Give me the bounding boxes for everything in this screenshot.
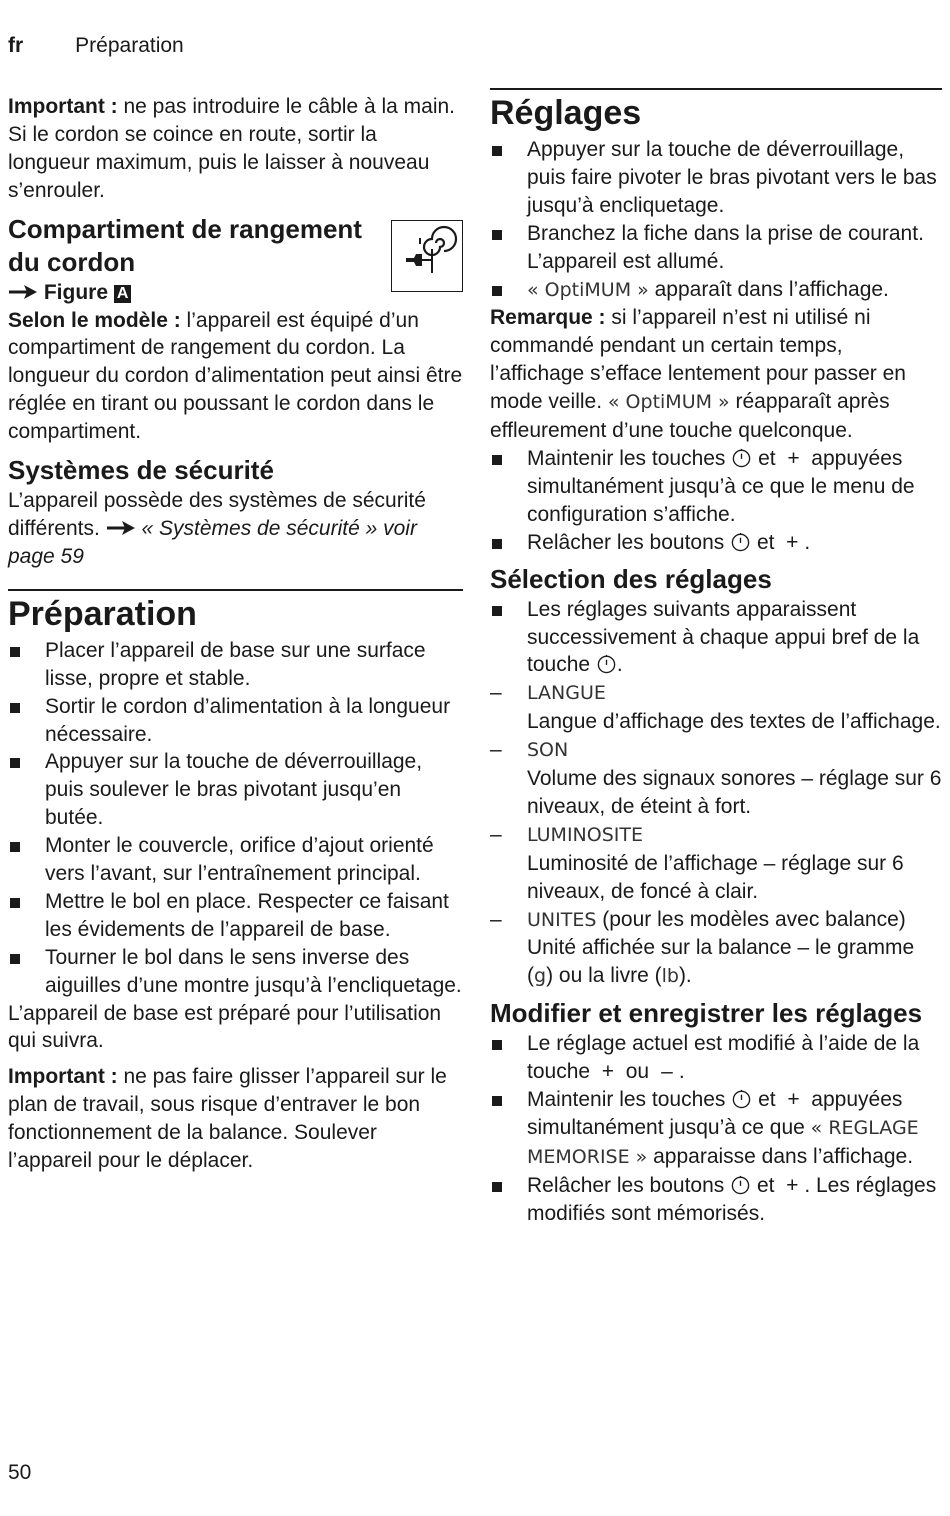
list-item: Maintenir les touches et + appuyées simultanément jusqu’à ce que le menu de configuration s’affiche. bbox=[490, 445, 942, 529]
language-code: fr bbox=[8, 34, 24, 57]
settings-steps bbox=[490, 136, 942, 304]
list-item: Relâcher les boutons et + . bbox=[490, 529, 942, 557]
minus-icon: – bbox=[661, 1060, 673, 1084]
timer-icon bbox=[730, 1174, 751, 1195]
list-item: Placer l’appareil de base sur une surface lisse, propre et stable. bbox=[8, 637, 463, 693]
display-text: « OptiMUM » bbox=[527, 278, 649, 301]
option-language: – LANGUE Langue d’affichage des textes de l’affichage. bbox=[490, 679, 942, 736]
preparation-title: Préparation bbox=[8, 594, 197, 633]
list-item: Monter le couvercle, orifice d’ajout orienté vers l’avant, sur l’entraînement principal. bbox=[8, 832, 463, 888]
section-divider bbox=[8, 589, 463, 591]
left-column bbox=[8, 93, 463, 1175]
display-text: « OptiMUM » bbox=[607, 391, 730, 414]
preparation-summary: L’appareil de base est préparé pour l’utilisation qui suivra. bbox=[8, 1001, 442, 1053]
model-note: Selon le modèle : l’appareil est équipé d’un compartiment de rangement du cordon. La longueur du cordon d’alimentation peut ainsi être réglée en tirant ou poussant le cordon dans le compartiment. bbox=[8, 308, 463, 444]
timer-icon bbox=[596, 653, 617, 674]
arrow-right-icon bbox=[106, 520, 136, 536]
important-note-cable: Important : ne pas introduire le câble à la main. Si le cordon se coince en route, sortir la longueur maximum, puis le laisser à nouveau s’enrouler. bbox=[8, 95, 456, 202]
page-header bbox=[8, 34, 184, 58]
timer-icon bbox=[730, 531, 751, 552]
header-section-title: Préparation bbox=[75, 34, 184, 57]
option-units: – UNITES (pour les modèles avec balance) Unité affichée sur la balance – le gramme (g) ou la livre (lb). bbox=[490, 906, 942, 992]
list-item: Sortir le cordon d’alimentation à la longueur nécessaire. bbox=[8, 693, 463, 749]
modify-save-title: Modifier et enregistrer les réglages bbox=[490, 998, 923, 1029]
figure-letter-badge: A bbox=[114, 285, 132, 303]
figure-reference[interactable]: Figure A bbox=[8, 279, 463, 307]
safety-systems-text: L’appareil possède des systèmes de sécurité différents. « Systèmes de sécurité » voir page 59 bbox=[8, 489, 426, 568]
settings-title: Réglages bbox=[490, 94, 642, 132]
right-column bbox=[490, 93, 942, 1228]
display-text: « REGLAGE MEMORISE » bbox=[527, 1117, 919, 1168]
safety-systems-title: Systèmes de sécurité bbox=[8, 455, 274, 486]
settings-remark: Remarque : si l’appareil n’est ni utilisé ni commandé pendant un certain temps, l’affichage s’efface lentement pour passer en mode veille. « OptiMUM » réapparaît après effleurement d’une touche quelconque. bbox=[490, 306, 906, 443]
list-item: « OptiMUM » apparaît dans l’affichage. bbox=[490, 276, 942, 305]
timer-icon bbox=[731, 447, 752, 468]
plus-icon: + bbox=[786, 530, 799, 554]
settings-selection-title: Sélection des réglages bbox=[490, 563, 772, 594]
plus-icon: + bbox=[601, 1060, 615, 1084]
option-sound: – SON Volume des signaux sonores – réglage sur 6 niveaux, de éteint à fort. bbox=[490, 736, 942, 821]
settings-steps-2 bbox=[490, 445, 942, 557]
settings-options bbox=[490, 679, 942, 991]
plus-icon: + bbox=[787, 1088, 800, 1112]
list-item: Mettre le bol en place. Respecter ce faisant les évidements de l’appareil de base. bbox=[8, 888, 463, 944]
important-note-sliding: Important : ne pas faire glisser l’appareil sur le plan de travail, sous risque d’entraver le bon fonctionnement de la balance. Soulever l’appareil pour le déplacer. bbox=[8, 1065, 447, 1173]
modify-steps bbox=[490, 1030, 942, 1227]
safety-page-link[interactable]: « Systèmes de sécurité » voir page 59 bbox=[8, 516, 417, 568]
cord-storage-icon bbox=[391, 220, 463, 292]
plus-icon: + bbox=[787, 446, 800, 470]
preparation-steps bbox=[8, 637, 463, 1000]
list-item: Maintenir les touches et + appuyées simultanément jusqu’à ce que « REGLAGE MEMORISE » apparaisse dans l’affichage. bbox=[490, 1086, 942, 1172]
timer-icon bbox=[731, 1088, 752, 1109]
option-brightness: – LUMINOSITE Luminosité de l’affichage – réglage sur 6 niveaux, de foncé à clair. bbox=[490, 821, 942, 906]
list-item: Appuyer sur la touche de déverrouillage, puis soulever le bras pivotant jusqu’en butée. bbox=[8, 748, 463, 832]
selection-steps bbox=[490, 596, 942, 680]
list-item: Le réglage actuel est modifié à l’aide de la touche + ou – . bbox=[490, 1030, 942, 1086]
cord-storage-title: Compartiment de rangement du cordon bbox=[8, 213, 362, 277]
list-item: Les réglages suivants apparaissent successivement à chaque appui bref de la touche . bbox=[490, 596, 942, 680]
list-item: Branchez la fiche dans la prise de courant. L’appareil est allumé. bbox=[490, 220, 942, 276]
page-number: 50 bbox=[8, 1461, 32, 1484]
arrow-right-icon bbox=[8, 284, 38, 300]
plus-icon: + bbox=[786, 1173, 799, 1197]
section-divider bbox=[490, 88, 942, 90]
list-item: Tourner le bol dans le sens inverse des aiguilles d’une montre jusqu’à l’encliquetage. bbox=[8, 944, 463, 1000]
list-item: Appuyer sur la touche de déverrouillage, puis faire pivoter le bras pivotant vers le bas jusqu’à encliquetage. bbox=[490, 136, 942, 220]
list-item: Relâcher les boutons et + . Les réglages modifiés sont mémorisés. bbox=[490, 1172, 942, 1228]
